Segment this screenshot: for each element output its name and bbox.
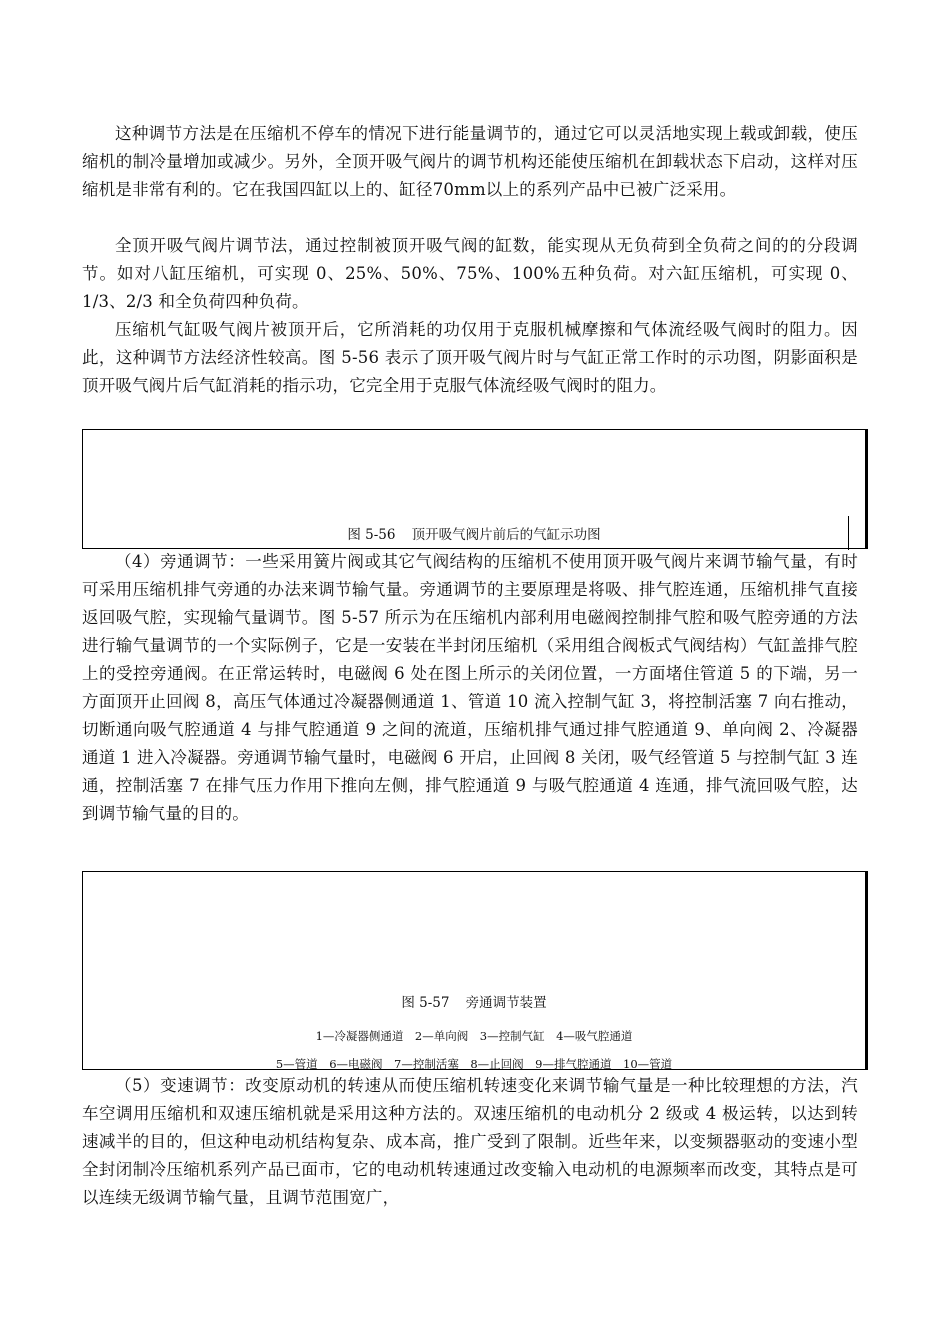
legend-item: 10—管道	[623, 1057, 673, 1071]
paragraph-unloading-benefits: 这种调节方法是在压缩机不停车的情况下进行能量调节的，通过它可以灵活地实现上载或卸载，使压缩机的制冷量增加或减少。另外，全顶开吸气阀片的调节机构还能使压缩机在卸载状态下启动，这样对压缩机是非常有利的。它在我国四缸以上的、缸径70mm以上的系列产品中已被广泛采用。	[82, 124, 858, 199]
figure-5-57	[82, 871, 868, 1070]
legend-item: 1—冷凝器侧通道	[315, 1029, 404, 1043]
figure-legend-line-1	[83, 1028, 865, 1044]
paragraph-full-valve-lift-method: 全顶开吸气阀片调节法，通过控制被顶开吸气阀的缸数，能实现从无负荷到全负荷之间的的分段调节。如对八缸压缩机，可实现 0、25%、50%、75%、100%五种负荷。对六缸压缩机，可实现 0、1/3、2/3 和全负荷四种负荷。	[82, 236, 858, 311]
figure-number: 图 5-57	[401, 995, 450, 1011]
figure-5-56-caption	[83, 526, 865, 544]
legend-item: 3—控制气缸	[479, 1029, 545, 1043]
figure-legend-line-2	[83, 1056, 865, 1072]
legend-item: 8—止回阀	[470, 1057, 524, 1071]
figure-number: 图 5-56	[347, 527, 396, 543]
figure-5-56	[82, 429, 868, 549]
figure-title: 顶开吸气阀片前后的气缸示功图	[411, 527, 601, 543]
legend-item: 2—单向阀	[414, 1029, 469, 1043]
figure-5-57-caption	[83, 994, 865, 1012]
paragraph-bypass-regulation: （4）旁通调节：一些采用簧片阀或其它气阀结构的压缩机不使用顶开吸气阀片来调节输气量，有时可采用压缩机排气旁通的办法来调节输气量。旁通调节的主要原理是将吸、排气腔连通，压缩机排气直接返回吸气腔，实现输气量调节。图 5-57 所示为在压缩机内部利用电磁阀控制排气腔和吸气腔旁通的方法进行输气量调节的一个实际例子，它是一安装在半封闭压缩机（采用组合阀板式气阀结构）气缸盖排气腔上的受控旁通阀。在正常运转时，电磁阀 6 处在图上所示的关闭位置，一方面堵住管道 5 的下端，另一方面顶开止回阀 8，高压气体通过冷凝器侧通道 1、管道 10 流入控制气缸 3，将控制活塞 7 向右推动，切断通向吸气腔通道 4 与排气腔通道 9 之间的流道，压缩机排气通过排气腔通道 9、单向阀 2、冷凝器通道 1 进入冷凝器。旁通调节输气量时，电磁阀 6 开启，止回阀 8 关闭，吸气经管道 5 与控制气缸 3 连通，控制活塞 7 在排气压力作用下推向左侧，排气腔通道 9 与吸气腔通道 4 连通，排气流回吸气腔，达到调节输气量的目的。	[82, 552, 858, 823]
figure-title: 旁通调节装置	[465, 995, 547, 1011]
legend-item: 6—电磁阀	[329, 1057, 383, 1071]
legend-item: 9—排气腔通道	[535, 1057, 612, 1071]
legend-item: 7—控制活塞	[394, 1057, 459, 1071]
legend-item: 4—吸气腔通道	[556, 1029, 633, 1043]
paragraph-speed-regulation: （5）变速调节：改变原动机的转速从而使压缩机转速变化来调节输气量是一种比较理想的方法，汽车空调用压缩机和双速压缩机就是采用这种方法的。双速压缩机的电动机分 2 级或 4 极运转，以达到转速减半的目的，但这种电动机结构复杂、成本高，推广受到了限制。近些年来，以变频器驱动的变速小型全封闭制冷压缩机系列产品已面市，它的电动机转速通过改变输入电动机的电源频率而改变，其特点是可以连续无级调节输气量，且调节范围宽广，	[82, 1076, 858, 1207]
legend-item: 5—管道	[275, 1057, 318, 1071]
paragraph-indicator-work: 压缩机气缸吸气阀片被顶开后，它所消耗的功仅用于克服机械摩擦和气体流经吸气阀时的阻力。因此，这种调节方法经济性较高。图 5-56 表示了顶开吸气阀片时与气缸正常工作时的示功图，阴影面积是顶开吸气阀片后气缸消耗的指示功，它完全用于克服气体流经吸气阀时的阻力。	[82, 320, 858, 395]
